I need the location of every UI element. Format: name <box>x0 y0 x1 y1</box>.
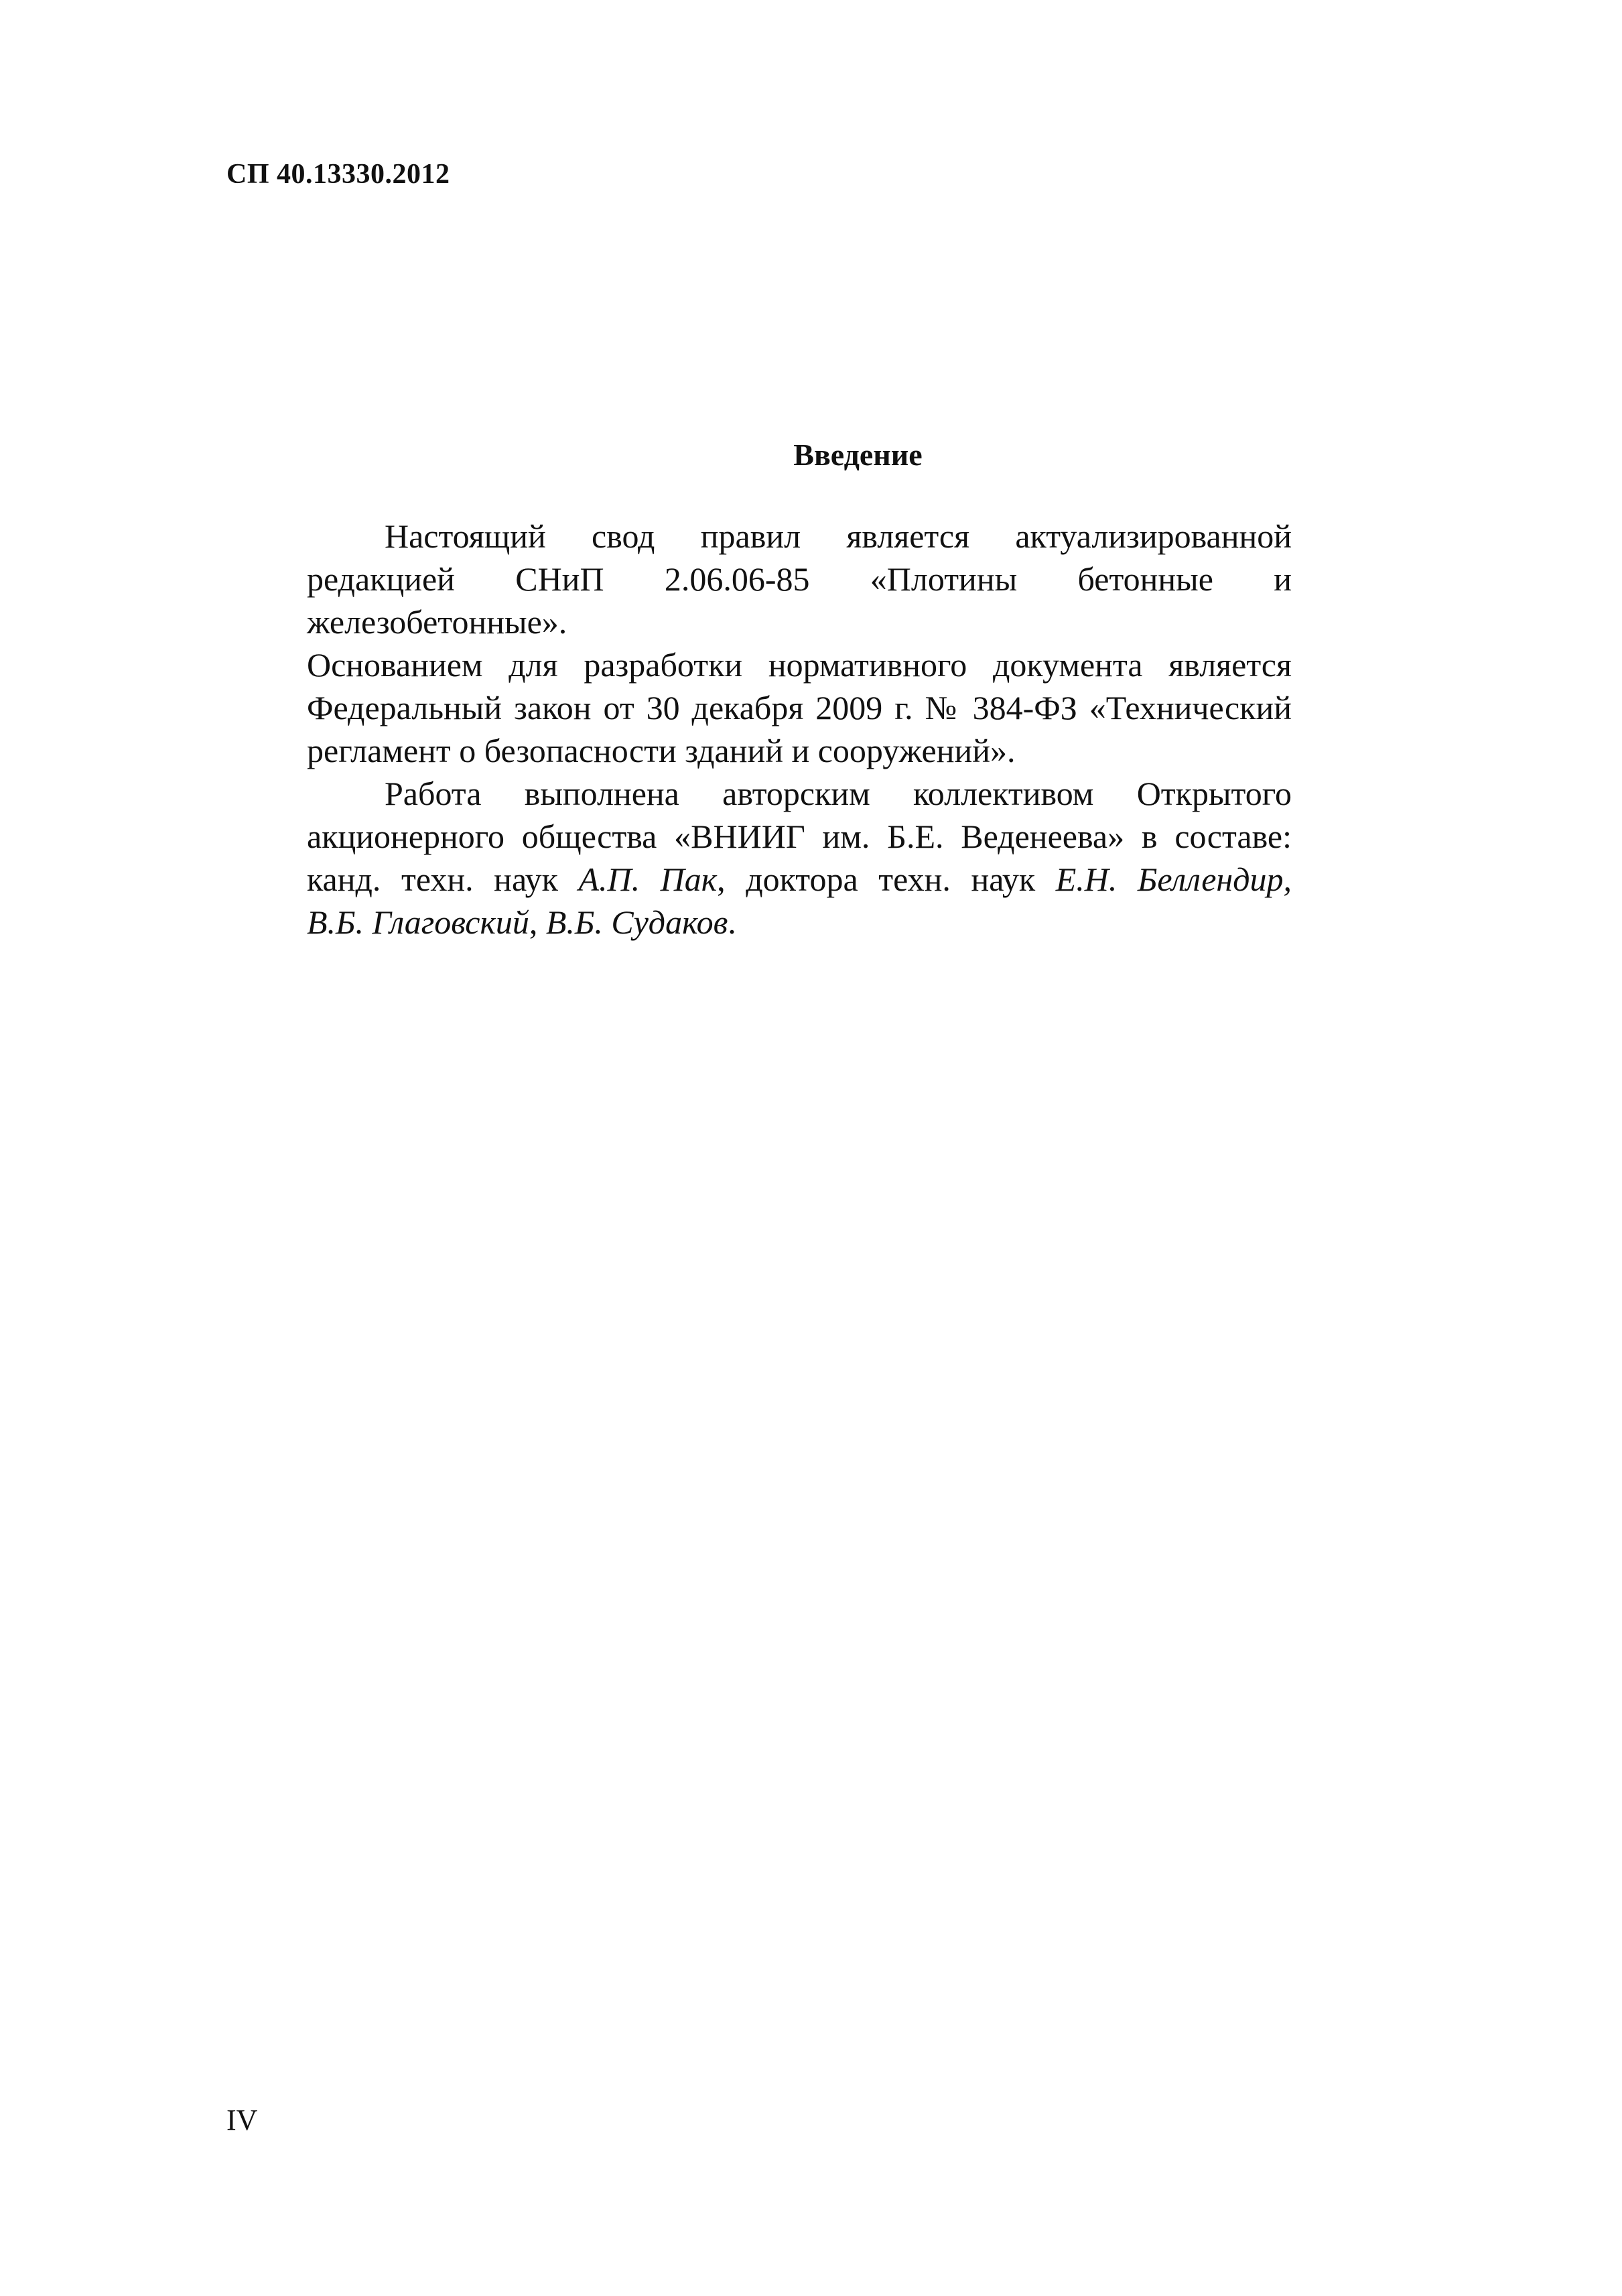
paragraph-line: акционерного общества «ВНИИГ им. Б.Е. Веденеева» в составе: <box>307 818 1292 855</box>
section-title: Введение <box>793 438 923 472</box>
author-name: В.Б. Глаговский <box>307 903 529 941</box>
document-code: СП 40.13330.2012 <box>226 159 450 190</box>
paragraph-line: Настоящий свод правил является актуализированной <box>385 517 1292 555</box>
author-name: А.П. Пак <box>578 860 718 898</box>
text-run: , доктора техн. наук <box>717 860 1056 898</box>
author-name: Е.Н. Беллендир, <box>1055 860 1292 898</box>
paragraph-line: Основанием для разработки нормативного документа является <box>307 646 1292 684</box>
paragraph-line <box>307 858 1292 901</box>
paragraph-line: регламент о безопасности зданий и сооружений». <box>307 732 1016 769</box>
body-text <box>307 515 1292 944</box>
page-number: IV <box>226 2104 258 2136</box>
text-run: . <box>728 903 736 941</box>
author-name: В.Б. Судаков <box>545 903 728 941</box>
paragraph-purpose <box>307 515 1292 772</box>
text-run: , <box>529 903 546 941</box>
paragraph-line: Федеральный закон от 30 декабря 2009 г. № 384-ФЗ «Технический <box>307 689 1292 726</box>
paragraph-line <box>307 901 1292 944</box>
paragraph-authors <box>307 772 1292 944</box>
paragraph-line: Работа выполнена авторским коллективом Открытого <box>385 775 1292 812</box>
text-run: канд. техн. наук <box>307 860 579 898</box>
paragraph-line: редакцией СНиП 2.06.06-85 «Плотины бетонные и железобетонные». <box>307 560 1292 641</box>
